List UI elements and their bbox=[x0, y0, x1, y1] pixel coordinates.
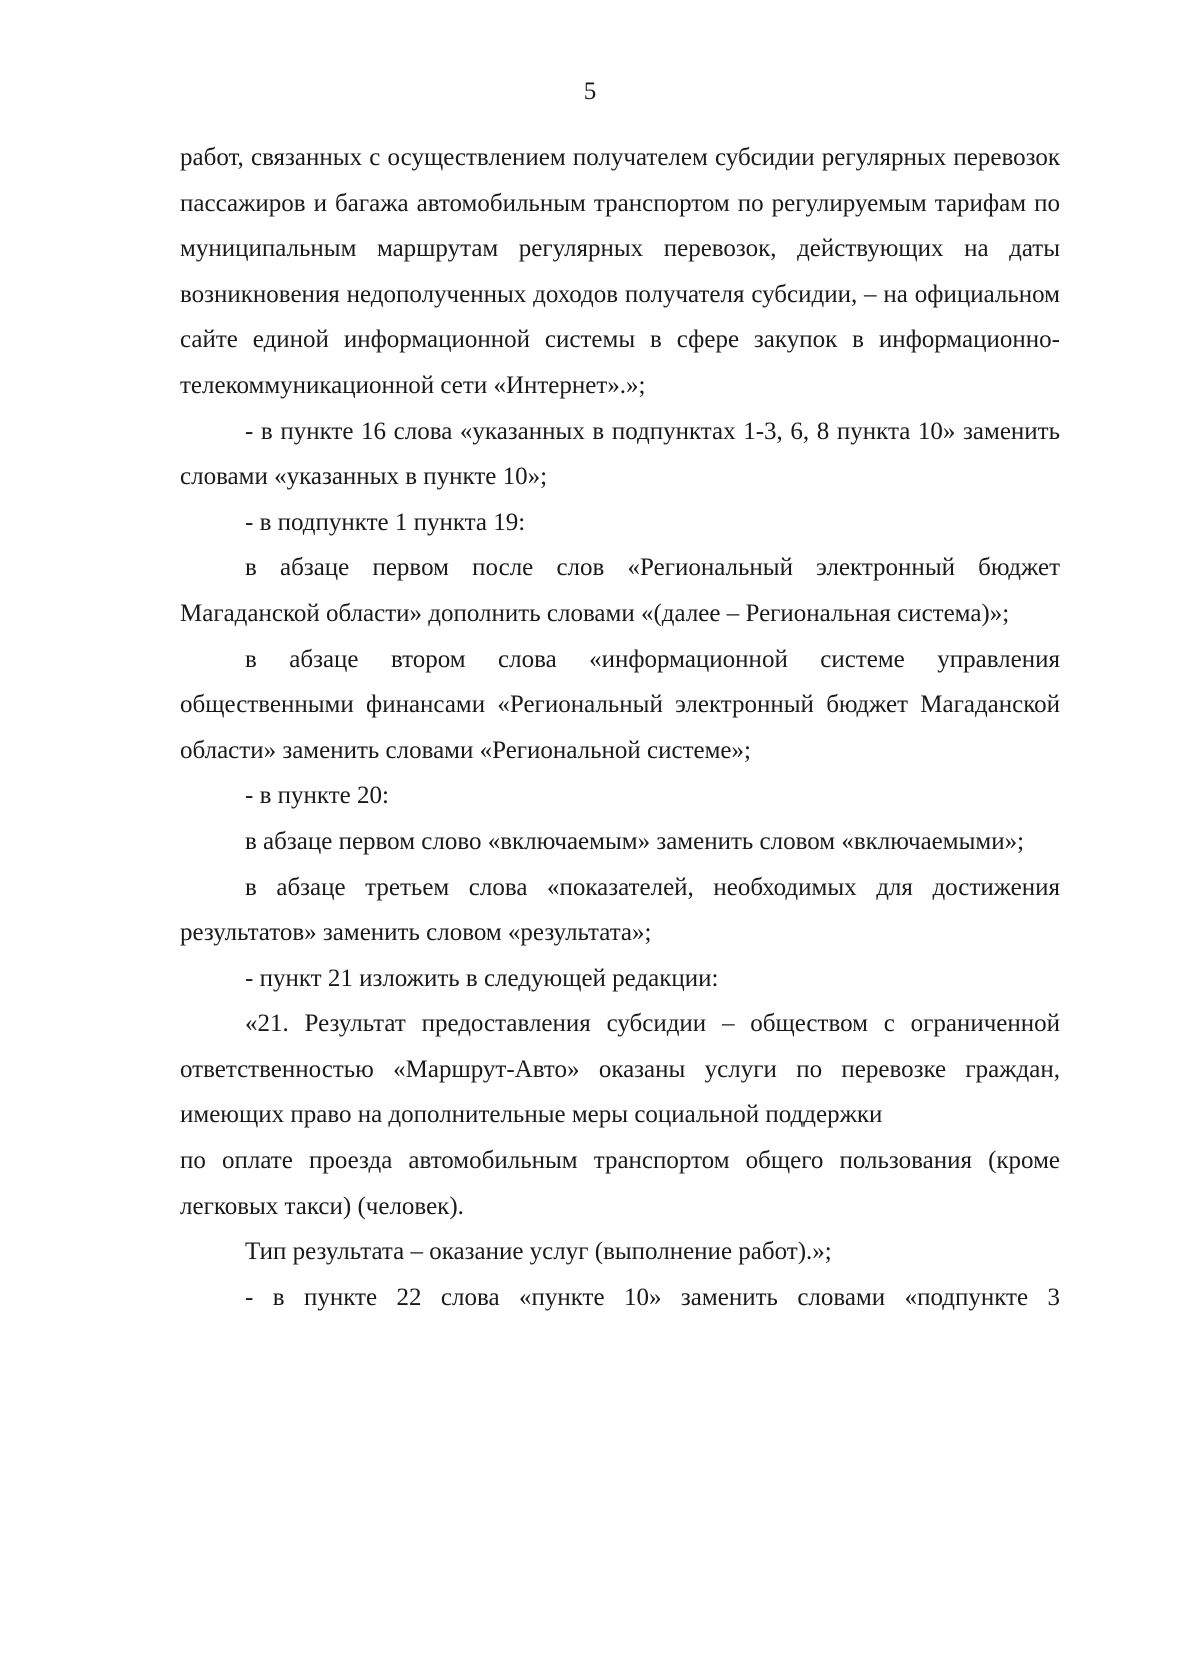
page-number: 5 bbox=[583, 78, 597, 105]
paragraph-6: - в пункте 20: bbox=[245, 782, 389, 810]
paragraph-1: работ, связанных с осуществлением получателем субсидии регулярных перевозок пассажиров и багажа автомобильным транспортом по регулируемым тарифам по муниципальным маршрутам регулярных перевозок, действующих на даты возникновения недополученных доходов получателя субсидии, – на официальном сайте единой информационной системы в сфере закупок в информационно-телекоммуникационной сети «Интернет».»; bbox=[180, 144, 1060, 399]
paragraph-10: «21. Результат предоставления субсидии – обществом с ограниченной ответственностью «Маршрут-Авто» оказаны услуги по перевозке граждан, имеющих право на дополнительные меры социальной поддержки bbox=[180, 1010, 1060, 1129]
paragraph-9: - пункт 21 изложить в следующей редакции: bbox=[245, 964, 719, 992]
document-body bbox=[180, 135, 1060, 1320]
paragraph-13: - в пункте 22 слова «пункте 10» заменить словами «подпункте 3 bbox=[245, 1283, 1060, 1311]
paragraph-7: в абзаце первом слово «включаемым» заменить словом «включаемыми»; bbox=[245, 827, 1025, 855]
paragraph-11: по оплате проезда автомобильным транспортом общего пользования (кроме легковых такси) (человек). bbox=[180, 1147, 1060, 1220]
paragraph-12: Тип результата – оказание услуг (выполнение работ).»; bbox=[245, 1238, 832, 1266]
paragraph-2: - в пункте 16 слова «указанных в подпунктах 1-3, 6, 8 пункта 10» заменить словами «указанных в пункте 10»; bbox=[180, 417, 1060, 491]
paragraph-5: в абзаце втором слова «информационной системе управления общественными финансами «Региональный электронный бюджет Магаданской области» заменить словами «Региональной системе»; bbox=[180, 645, 1060, 764]
paragraph-3: - в подпункте 1 пункта 19: bbox=[245, 508, 526, 536]
paragraph-4: в абзаце первом после слов «Региональный электронный бюджет Магаданской области» дополнить словами «(далее – Региональная система)»; bbox=[180, 554, 1060, 627]
paragraph-8: в абзаце третьем слова «показателей, необходимых для достижения результатов» заменить словом «результата»; bbox=[180, 873, 1060, 947]
